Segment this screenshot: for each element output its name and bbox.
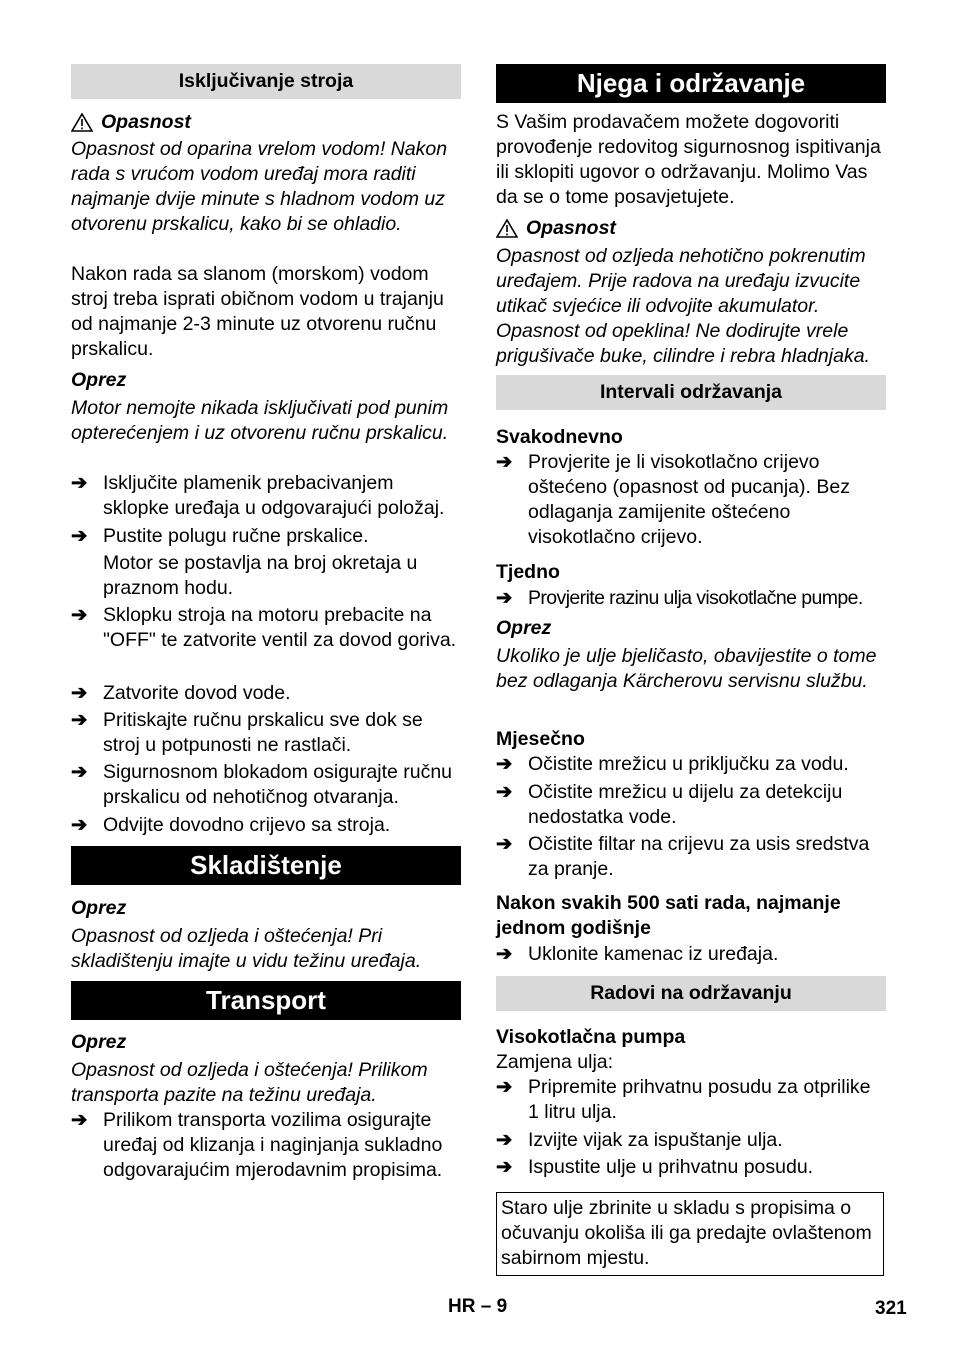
- arrow-right-icon: ➔: [496, 1129, 513, 1151]
- arrow-right-icon: ➔: [71, 525, 88, 547]
- weekly-label: Tjedno: [496, 561, 560, 583]
- caution-text: Opasnost od ozljeda i oštećenja! Pri skladištenju imajte u vidu težinu uređaja.: [71, 925, 422, 972]
- caution-text: Motor nemojte nikada isključivati pod punim opterećenjem i uz otvorenu ručnu prskalicu.: [71, 397, 449, 444]
- heading-intervali: Intervali održavanja: [496, 375, 886, 410]
- caution-label: Oprez: [496, 617, 552, 639]
- arrow-right-icon: ➔: [71, 709, 88, 731]
- warning-triangle-icon: [71, 113, 93, 132]
- step-item: ➔ Izvijte vijak za ispuštanje ulja.: [496, 1129, 783, 1151]
- arrow-right-icon: ➔: [496, 451, 513, 473]
- arrow-right-icon: ➔: [496, 833, 513, 855]
- environment-note-box: Staro ulje zbrinite u skladu s propisima o očuvanju okoliša ili ga predajte ovlaštenom sabirnom mjestu.: [496, 1192, 884, 1276]
- step-item: ➔ Ispustite ulje u prihvatnu posudu.: [496, 1156, 814, 1178]
- step-item: ➔ Isključite plamenik prebacivanjem sklopke uređaja u odgovarajući položaj.: [71, 472, 445, 519]
- step-item: ➔ Sklopku stroja na motoru prebacite na "OFF" te zatvorite ventil za dovod goriva.: [71, 604, 457, 651]
- warning-label-text: Opasnost: [101, 110, 191, 133]
- arrow-right-icon: ➔: [496, 753, 513, 775]
- step-item: ➔ Očistite filtar na crijevu za usis sredstva za pranje.: [496, 833, 870, 880]
- pump-label: Visokotlačna pumpa: [496, 1026, 686, 1048]
- step-note: Motor se postavlja na broj okretaja u praznom hodu.: [103, 552, 418, 599]
- caution-label: Oprez: [71, 1031, 127, 1053]
- arrow-right-icon: ➔: [71, 604, 88, 626]
- intro-paragraph: S Vašim prodavačem možete dogovoriti provođenje redovitog sigurnosnog ispitivanja ili sklopiti ugovor o održavanju. Molimo Vas da se o tome posavjetujete.: [496, 111, 881, 208]
- caution-text: Ukoliko je ulje bjeličasto, obavijestite o tome bez odlaganja Kärcherovu servisnu službu.: [496, 645, 877, 692]
- monthly-label: Mjesečno: [496, 728, 585, 750]
- heading-radovi: Radovi na održavanju: [496, 976, 886, 1011]
- step-item: ➔ Očistite mrežicu u priključku za vodu.: [496, 753, 849, 775]
- caution-label: Oprez: [71, 369, 127, 391]
- arrow-right-icon: ➔: [71, 1109, 88, 1131]
- warning-text: Opasnost od oparina vrelom vodom! Nakon rada s vrućom vodom uređaj mora raditi najmanje dvije minute s hladnom vodom uz otvorenu prskalicu, kako bi se ohladio.: [71, 138, 448, 235]
- step-item: ➔ Sigurnosnom blokadom osigurajte ručnu prskalicu od nehotičnog otvaranja.: [71, 761, 453, 808]
- caution-label: Oprez: [71, 897, 127, 919]
- step-item: ➔ Pritiskajte ručnu prskalicu sve dok se stroj u potpunosti ne rastlači.: [71, 709, 423, 756]
- heading-njega: Njega i održavanje: [496, 64, 886, 103]
- arrow-right-icon: ➔: [496, 1076, 513, 1098]
- step-item: ➔ Zatvorite dovod vode.: [71, 682, 291, 704]
- daily-label: Svakodnevno: [496, 426, 623, 448]
- arrow-right-icon: ➔: [71, 472, 88, 494]
- warning-text: Opasnost od ozljeda nehotično pokrenutim uređajem. Prije radova na uređaju izvucite utikač svjećice ili odvojite akumulator. Opasnost od opeklina! Ne dodirujte vrele prigušivače buke, cilindre i rebra hladnjaka.: [496, 245, 870, 367]
- step-item: ➔ Provjerite je li visokotlačno crijevo oštećeno (opasnost od pucanja). Bez odlaganja zamijenite oštećeno visokotlačno crijevo.: [496, 451, 850, 548]
- salt-water-paragraph: Nakon rada sa slanom (morskom) vodom stroj treba isprati običnom vodom u trajanju od najmanje 2-3 minute uz otvorenu ručnu prskalicu.: [71, 263, 444, 360]
- heading-transport: Transport: [71, 981, 461, 1020]
- arrow-right-icon: ➔: [496, 781, 513, 803]
- arrow-right-icon: ➔: [496, 943, 513, 965]
- caution-text: Opasnost od ozljeda i oštećenja! Prilikom transporta pazite na težinu uređaja.: [71, 1059, 428, 1106]
- step-item: ➔ Provjerite razinu ulja visokotlačne pumpe.: [496, 587, 863, 609]
- page-number: 321: [875, 1298, 907, 1319]
- arrow-right-icon: ➔: [71, 761, 88, 783]
- heading-iskljucivanje: Isključivanje stroja: [71, 64, 461, 99]
- step-item: ➔ Prilikom transporta vozilima osigurajte uređaj od klizanja i naginjanja sukladno odgovarajućim mjerodavnim propisima.: [71, 1109, 443, 1181]
- warning-label: [71, 110, 461, 134]
- arrow-right-icon: ➔: [71, 814, 88, 836]
- oil-change-label: Zamjena ulja:: [496, 1051, 614, 1073]
- step-item: ➔ Očistite mrežicu u dijelu za detekciju nedostatka vode.: [496, 781, 843, 828]
- warning-triangle-icon: [496, 219, 518, 238]
- yearly-label: Nakon svakih 500 sati rada, najmanje jednom godišnje: [496, 892, 841, 939]
- heading-skladistenje: Skladištenje: [71, 846, 461, 885]
- arrow-right-icon: ➔: [496, 1156, 513, 1178]
- footer-section: HR – 9: [448, 1296, 508, 1317]
- step-item: ➔ Uklonite kamenac iz uređaja.: [496, 943, 779, 965]
- step-item: ➔ Odvijte dovodno crijevo sa stroja.: [71, 814, 391, 836]
- warning-label-text: Opasnost: [526, 216, 616, 239]
- arrow-right-icon: ➔: [496, 587, 512, 609]
- step-item: ➔ Pripremite prihvatnu posudu za otprilike 1 litru ulja.: [496, 1076, 871, 1123]
- arrow-right-icon: ➔: [71, 682, 88, 704]
- warning-label: [496, 216, 886, 240]
- step-item: ➔ Pustite polugu ručne prskalice.: [71, 525, 369, 547]
